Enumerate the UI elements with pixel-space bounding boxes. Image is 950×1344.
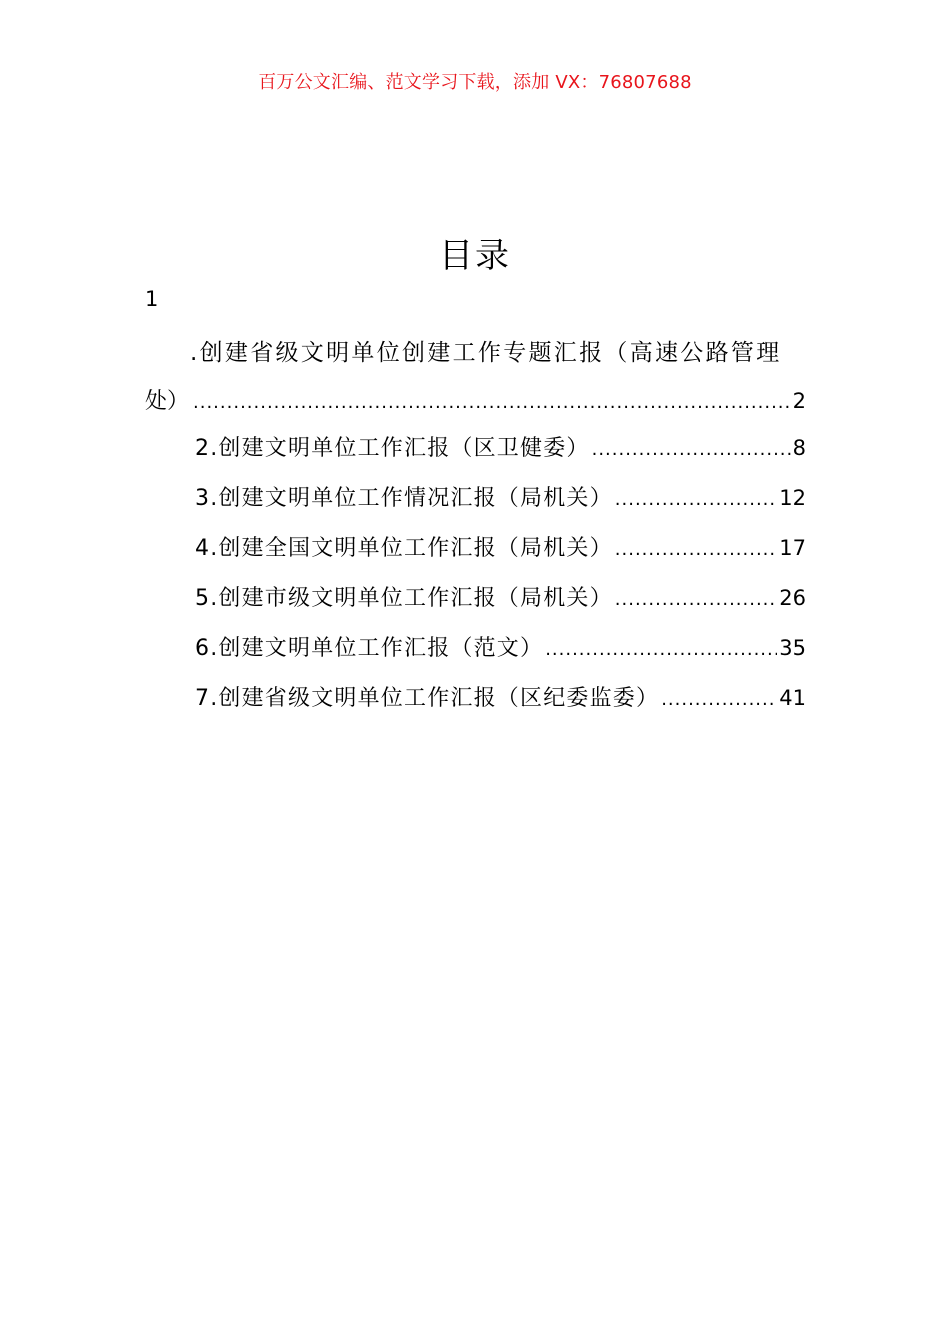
toc-entry-title: 6.创建文明单位工作汇报（范文） [195, 636, 544, 661]
toc-entry-1-title-cont: 处） [145, 389, 190, 414]
toc-entry-page: 35 [779, 636, 806, 660]
toc-entry-title: 3.创建文明单位工作情况汇报（局机关） [195, 486, 613, 511]
toc-entry-page: 41 [779, 686, 806, 710]
toc-entry-1-page: 2 [792, 389, 806, 413]
toc-entry-7[interactable] [195, 683, 806, 715]
dot-leader [661, 685, 777, 715]
toc-entry-3[interactable] [195, 483, 806, 515]
toc-entry-1-continuation[interactable] [145, 384, 806, 415]
toc-entry-5[interactable] [195, 583, 806, 615]
toc-entry-4[interactable] [195, 533, 806, 565]
dot-leader [545, 635, 777, 665]
toc-entry-title: 2.创建文明单位工作汇报（区卫健委） [195, 436, 590, 461]
dot-leader [615, 485, 777, 515]
header-note: 百万公文汇编、范文学习下载，添加 VX：76807688 [258, 72, 692, 93]
toc-entry-6[interactable] [195, 633, 806, 665]
dot-leader [592, 435, 791, 465]
toc-entry-page: 17 [779, 536, 806, 560]
toc-entry-page: 26 [779, 586, 806, 610]
toc-entry-title: 7.创建省级文明单位工作汇报（区纪委监委） [195, 686, 660, 711]
toc-entry-title: 5.创建市级文明单位工作汇报（局机关） [195, 586, 613, 611]
dot-leader [615, 535, 777, 565]
toc-title: 目录 [439, 236, 511, 276]
toc-entry-1-title[interactable]: .创建省级文明单位创建工作专题汇报（高速公路管理 [190, 340, 782, 366]
toc-entry-page: 12 [779, 486, 806, 510]
toc-entry-title: 4.创建全国文明单位工作汇报（局机关） [195, 536, 613, 561]
toc-entry-2[interactable] [195, 433, 806, 465]
dot-leader [193, 392, 789, 413]
toc-entry-page: 8 [792, 436, 806, 460]
dot-leader [615, 585, 777, 615]
toc-leading-number: 1 [145, 287, 159, 311]
